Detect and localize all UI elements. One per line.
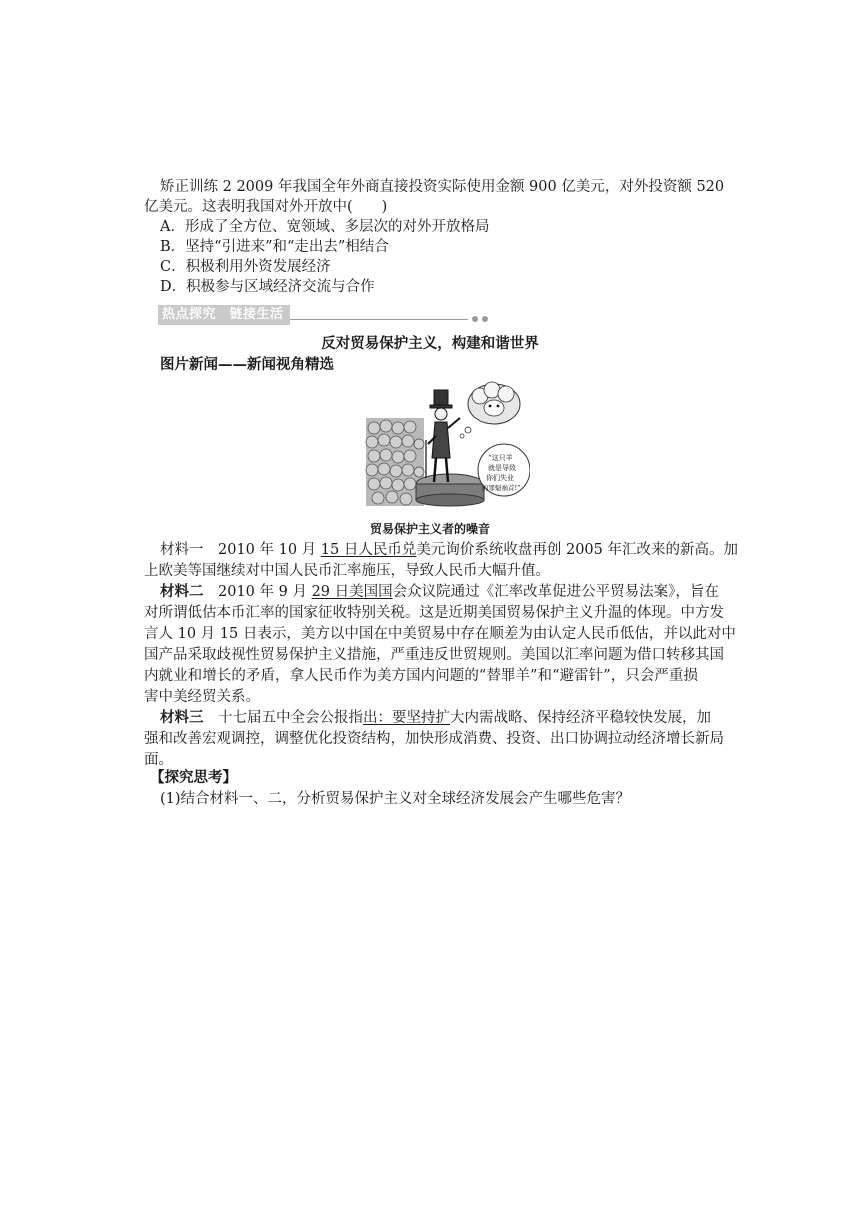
- speech-bubble-text: 你们失业: [486, 474, 514, 482]
- section-header-label: 热点探究 链接生活: [162, 307, 284, 322]
- option-a: A．形成了全方位、宽领域、多层次的对外开放格局: [160, 219, 490, 235]
- exercise-question-line-1: 矫正训练 2 2009 年我国全年外商直接投资实际使用金额 900 亿美元，对外投资额 520: [160, 179, 725, 195]
- speech-bubble-text: 的罪魁祸首!”: [482, 484, 521, 492]
- material-2-text: 2010 年 9 月: [203, 584, 312, 600]
- section-header-dot: [472, 316, 478, 322]
- speech-bubble: [478, 444, 530, 496]
- speech-bubble-text: “这只羊: [488, 454, 513, 462]
- material-1-label: 材料一: [160, 542, 204, 558]
- material-2-underlined: 29 日美国国: [311, 584, 393, 600]
- section-header-dot: [482, 316, 488, 322]
- material-3-underlined: 出：要坚持扩: [363, 710, 450, 726]
- inquiry-question-1: (1)结合材料一、二，分析贸易保护主义对全球经济发展会产生哪些危害？: [160, 791, 631, 807]
- figure-caption: 贸易保护主义者的噪音: [369, 522, 490, 536]
- material-3-text: 十七届五中全会公报指: [203, 710, 363, 726]
- material-2-line-4: 国产品采取歧视性贸易保护主义措施，严重违反世贸规则。美国以汇率问题为借口转移其国: [144, 647, 724, 663]
- material-3-line-1: [160, 708, 711, 728]
- podium-illustration: [416, 474, 484, 506]
- material-1-underlined: 15 日人民币兑: [320, 542, 417, 558]
- material-2-line-6: 害中美经贸关系。: [144, 689, 260, 705]
- material-1-text: 2010 年 10 月: [203, 542, 321, 558]
- article-title: 反对贸易保护主义，构建和谐世界: [321, 335, 539, 352]
- material-2-line-1: [160, 582, 719, 602]
- material-2-line-2: 对所谓低估本币汇率的国家征收特别关税。这是近期美国贸易保护主义升温的体现。中方发: [144, 605, 724, 621]
- exercise-question-line-2: 亿美元。这表明我国对外开放中( ): [144, 199, 388, 215]
- material-1-line-2: 上欧美等国继续对中国人民币汇率施压，导致人民币大幅升值。: [144, 563, 550, 579]
- option-c: C．积极利用外资发展经济: [160, 259, 331, 275]
- material-2-text: 会众议院通过《汇率改革促进公平贸易法案》，旨在: [392, 584, 719, 600]
- material-3-label: 材料三: [160, 709, 204, 726]
- material-1-text: 美元询价系统收盘再创 2005 年汇改来的新高。加: [416, 542, 738, 558]
- option-d: D．积极参与区域经济交流与合作: [160, 279, 375, 295]
- section-header-rule: [290, 319, 468, 320]
- crowd-illustration: [366, 418, 424, 506]
- option-b: B．坚持“引进来”和“走出去”相结合: [160, 239, 389, 255]
- article-subtitle: 图片新闻——新闻视角精选: [160, 356, 334, 373]
- material-1-line-1: [160, 540, 738, 560]
- material-3-line-3: 面。: [144, 752, 173, 768]
- cartoon-image: [364, 378, 530, 510]
- material-2-label: 材料二: [160, 583, 204, 600]
- exercise-question: [160, 177, 725, 197]
- material-2-line-5: 内就业和增长的矛盾，拿人民币作为美方国内问题的“替罪羊”和“避雷针”，只会严重损: [144, 668, 698, 684]
- material-2-line-3: 言人 10 月 15 日表示，美方以中国在中美贸易中存在顺差为由认定人民币低估，并以此对中: [144, 626, 736, 642]
- speech-bubble-text: 就是导致: [488, 464, 516, 472]
- inquiry-heading: 【探究思考】: [150, 769, 237, 786]
- material-3-text: 大内需战略、保持经济平稳较快发展，加: [450, 710, 711, 726]
- material-3-line-2: 强和改善宏观调控，调整优化投资结构，加快形成消费、投资、出口协调拉动经济增长新局: [144, 731, 724, 747]
